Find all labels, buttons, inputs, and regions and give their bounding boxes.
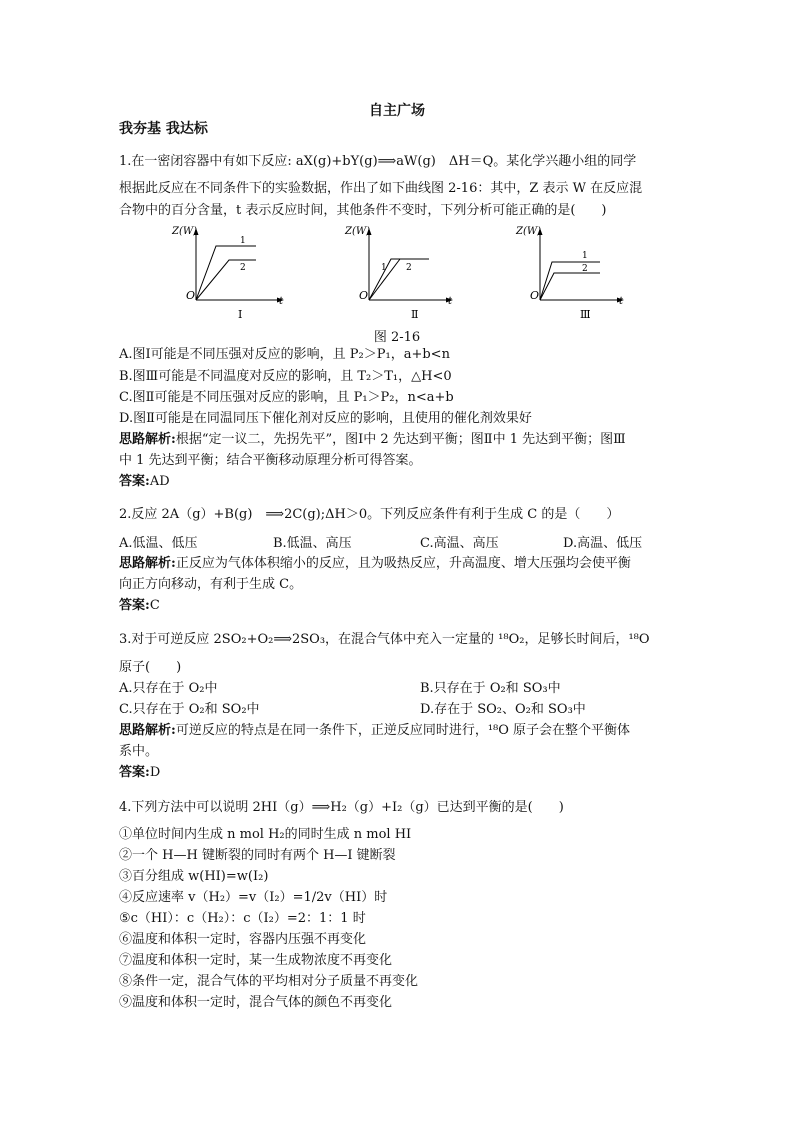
q3-analysis-line1 [119, 723, 630, 739]
q1-analysis-line1 [119, 432, 626, 448]
analysis-text: 可逆反应的特点是在同一条件下，正逆反应同时进行，¹⁸O 原子会在整个平衡体 [175, 723, 631, 738]
y-axis-label: Z(W) [172, 226, 198, 237]
curve-1-label: 1 [582, 251, 588, 261]
q2-option-d: D.高温、低压 [563, 536, 643, 551]
curve-2-label: 2 [240, 263, 246, 273]
q1-stem-line1: 1.在一密闭容器中有如下反应: aX(g)+bY(g)⟹aW(g) ΔH＝Q。某化学兴趣小组的同学 [119, 154, 637, 169]
answer-value: AD [149, 474, 170, 489]
curve-1 [540, 262, 600, 300]
q1-option-a: A.图Ⅰ可能是不同压强对反应的影响，且 P₂＞P₁，a+b<n [119, 347, 450, 362]
q3-option-d: D.存在于 SO₂、O₂和 SO₃中 [420, 702, 586, 717]
answer-value: D [149, 765, 161, 780]
figure-panel-2 [339, 222, 464, 322]
x-axis-label: t [448, 296, 453, 307]
x-axis-label: t [619, 296, 624, 307]
q4-item-9: ⑨温度和体积一定时，混合气体的颜色不再变化 [119, 995, 393, 1010]
panel-label-2: Ⅱ [411, 308, 419, 321]
q1-option-c: C.图Ⅱ可能是不同压强对反应的影响，且 P₁＞P₂，n<a+b [119, 390, 454, 405]
q2-option-b: B.低温、高压 [273, 536, 352, 551]
origin-label: O [359, 289, 369, 302]
q4-item-4: ④反应速率 v（H₂）=v（I₂）=1/2v（HI）时 [119, 890, 388, 905]
q3-answer [119, 765, 160, 781]
section-heading: 我夯基 我达标 [119, 121, 208, 137]
origin-label: O [186, 289, 196, 302]
q1-option-d: D.图Ⅱ可能是在同温同压下催化剂对反应的影响，且使用的催化剂效果好 [119, 411, 532, 426]
analysis-text: 正反应为气体体积缩小的反应，且为吸热反应，升高温度、增大压强均会使平衡 [175, 556, 631, 571]
panel-label-1: Ⅰ [238, 308, 243, 321]
origin-label: O [530, 289, 540, 302]
q1-option-b: B.图Ⅲ可能是不同温度对反应的影响，且 T₂＞T₁，△H<0 [119, 369, 452, 384]
q4-stem: 4.下列方法中可以说明 2HI（g）⟹H₂（g）+I₂（g）已达到平衡的是( ) [119, 800, 564, 815]
curve-2-label: 2 [406, 263, 412, 273]
y-axis-label: Z(W) [345, 226, 371, 237]
q3-option-a: A.只存在于 O₂中 [119, 681, 218, 696]
analysis-label: 思路解析: [119, 723, 176, 738]
figure-panel-3 [510, 222, 635, 322]
q1-analysis-line2: 中 1 先达到平衡；结合平衡移动原理分析可得答案。 [119, 453, 422, 468]
q4-item-8: ⑧条件一定，混合气体的平均相对分子质量不再变化 [119, 974, 419, 989]
q4-item-6: ⑥温度和体积一定时，容器内压强不再变化 [119, 932, 367, 947]
figure-caption: 图 2-16 [373, 330, 421, 345]
analysis-label: 思路解析: [119, 432, 176, 447]
q4-item-5: ⑤c（HI）：c（H₂）：c（I₂）=2：1：1 时 [119, 911, 366, 926]
figure-panel-1 [166, 222, 291, 322]
q1-stem-line2: 根据此反应在不同条件下的实验数据，作出了如下曲线图 2-16：其中，Z 表示 W 在反应混 [119, 181, 643, 196]
answer-label: 答案: [119, 598, 150, 613]
analysis-text: 根据“定一议二，先拐先平”，图Ⅰ中 2 先达到平衡；图Ⅱ中 1 先达到平衡；图Ⅲ [175, 432, 626, 447]
q3-option-c: C.只存在于 O₂和 SO₂中 [119, 702, 260, 717]
page-title: 自主广场 [369, 103, 425, 119]
q2-answer [119, 598, 160, 614]
x-axis-label: t [279, 296, 284, 307]
curve-1-label: 1 [381, 263, 387, 273]
answer-label: 答案: [119, 474, 150, 489]
q1-stem-line3: 合物中的百分含量，t 表示反应时间，其他条件不变时，下列分析可能正确的是( ) [119, 203, 607, 218]
q4-item-3: ③百分组成 w(HI)=w(I₂) [119, 869, 269, 884]
analysis-label: 思路解析: [119, 556, 176, 571]
q3-analysis-line2: 系中。 [119, 744, 159, 759]
curve-1 [369, 259, 429, 300]
q2-analysis-line1 [119, 556, 631, 572]
q2-analysis-line2: 向正方向移动，有利于生成 C。 [119, 577, 303, 592]
y-axis-label: Z(W) [516, 226, 542, 237]
q4-item-7: ⑦温度和体积一定时，某一生成物浓度不再变化 [119, 953, 393, 968]
q4-item-1: ①单位时间内生成 n mol H₂的同时生成 n mol HI [119, 827, 412, 842]
q3-stem-line1: 3.对于可逆反应 2SO₂+O₂⟹2SO₃，在混合气体中充入一定量的 ¹⁸O₂，足够长时间后，¹⁸O [119, 632, 650, 647]
q2-option-a: A.低温、低压 [119, 536, 198, 551]
curve-1 [196, 246, 256, 300]
q3-option-b: B.只存在于 O₂和 SO₃中 [420, 681, 561, 696]
curve-2 [196, 260, 256, 300]
q2-stem: 2.反应 2A（g）+B(g) ⟹2C(g);ΔH＞0。下列反应条件有利于生成 C 的是（ ） [119, 507, 620, 522]
answer-label: 答案: [119, 765, 150, 780]
answer-value: C [149, 598, 160, 613]
q2-option-c: C.高温、高压 [420, 536, 499, 551]
curve-2-label: 2 [582, 264, 588, 274]
curve-1-label: 1 [240, 236, 246, 246]
q3-stem-line2: 原子( ) [119, 660, 182, 675]
panel-label-3: Ⅲ [580, 308, 591, 321]
q4-item-2: ②一个 H—H 键断裂的同时有两个 H—I 键断裂 [119, 848, 396, 863]
q1-answer [119, 474, 170, 490]
curve-2 [540, 273, 600, 300]
